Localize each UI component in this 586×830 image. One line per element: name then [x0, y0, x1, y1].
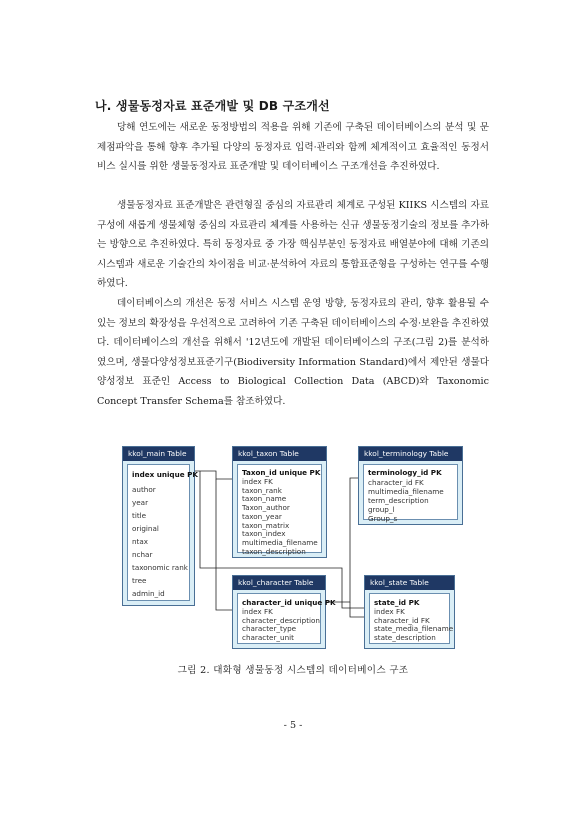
- figure-caption: 그림 2. 대화형 생물동정 시스템의 데이터베이스 구조: [177, 665, 409, 676]
- table-fields: [369, 593, 454, 644]
- table-fields: [363, 464, 458, 523]
- paragraph-3: 데이터베이스의 개선은 동정 서비스 시스템 운영 방향, 동정자료의 관리, 향후 활용될 수 있는 정보의 확장성을 우선적으로 고려하여 기존 구축된 데이터베이스의 수정·보완을 추진하였다. 데이터베이스의 개선을 위해서 '12년도에 개발된 데이터베이스의 구조(그림 2)를 분석하였으며, 생물다양성정보표준기구(Biodiversity Information Standard)에서 제안된 생물다양성정보 표준인 Access to Biological Collection Data (ABCD)와 Taxonomic Concept Transfer Schema를 참조하였다.: [97, 298, 489, 407]
- table-field: state_description: [374, 633, 436, 643]
- table-fields: [237, 593, 336, 644]
- table-kkol-character: [232, 575, 336, 649]
- table-field: character_id FK: [368, 478, 424, 487]
- table-field: character_unit: [242, 633, 294, 643]
- table-field: original: [132, 524, 159, 533]
- table-field: index FK: [242, 477, 273, 486]
- table-title: kkol_state Table: [365, 576, 454, 590]
- table-field: admin_id: [132, 589, 165, 598]
- table-field: taxonomic rank: [132, 563, 188, 572]
- table-fields: [127, 464, 198, 601]
- primary-key-field: index unique PK: [132, 470, 198, 479]
- table-field: ntax: [132, 537, 149, 546]
- table-field: taxon_name: [242, 494, 287, 504]
- table-field: character_description: [242, 615, 320, 625]
- table-field: index FK: [374, 607, 405, 616]
- primary-key-field: terminology_id PK: [368, 468, 442, 477]
- page-number: - 5 -: [283, 720, 303, 731]
- primary-key-field: Taxon_id unique PK: [242, 468, 321, 477]
- paragraph-1: 당해 연도에는 새로운 동정방법의 적용을 위해 기존에 구축된 데이터베이스의 분석 및 문제점파악을 통해 향후 추가될 다양의 동정자료 입력·관리와 함께 체계적이고 효율적인 동정서비스 실시를 위한 생물동정자료 표준개발 및 데이터베이스 구조개선을 추진하였다.: [97, 122, 489, 173]
- table-field: author: [132, 485, 156, 494]
- table-field: group_l: [368, 505, 395, 514]
- table-field: state_media_filename: [374, 624, 454, 634]
- table-kkol-taxon: [232, 446, 327, 558]
- primary-key-field: character_id unique PK: [242, 598, 336, 607]
- table-field: character_type: [242, 624, 297, 634]
- table-field: taxon_matrix: [242, 520, 290, 530]
- table-field: multimedia_filename: [368, 487, 444, 496]
- table-title: kkol_taxon Table: [233, 447, 326, 461]
- table-field: tree: [132, 576, 147, 585]
- table-field: index FK: [242, 607, 273, 616]
- table-field: term_description: [368, 496, 429, 505]
- table-title: kkol_character Table: [233, 576, 325, 590]
- table-field: nchar: [132, 550, 153, 559]
- primary-key-field: state_id PK: [374, 598, 420, 607]
- table-field: year: [132, 498, 149, 507]
- table-title: kkol_terminology Table: [359, 447, 462, 461]
- paragraph-2: 생물동정자료 표준개발은 관련형질 중심의 자료관리 체계로 구성된 KIIKS 시스템의 자료구성에 새롭게 생물체형 중심의 자료관리 체계를 사용하는 신규 생물동정기술의 정보를 추가하는 방향으로 추진하였다. 특히 동정자료 중 가장 핵심부분인 동정자료 배열분야에 대해 기존의 시스템과 새로운 기술간의 차이점을 비교·분석하여 자료의 통합표준형을 구성하는 연구를 수행하였다.: [97, 200, 489, 290]
- table-title: kkol_main Table: [123, 447, 194, 461]
- table-field: taxon_description: [242, 546, 306, 556]
- table-field: taxon_rank: [242, 485, 282, 495]
- table-kkol-terminology: [358, 446, 463, 525]
- table-field: Group_s: [368, 514, 398, 523]
- table-field: taxon_index: [242, 529, 286, 539]
- table-field: character_id FK: [374, 615, 430, 625]
- section-heading: 나. 생물동정자료 표준개발 및 DB 구조개선: [95, 99, 330, 113]
- table-field: multimedia_filename: [242, 537, 318, 547]
- table-field: Taxon_author: [242, 503, 290, 513]
- table-kkol-state: [364, 575, 455, 649]
- table-field: title: [132, 511, 147, 520]
- table-field: taxon_year: [242, 511, 282, 521]
- table-kkol-main: [122, 446, 198, 606]
- table-fields: [237, 464, 322, 556]
